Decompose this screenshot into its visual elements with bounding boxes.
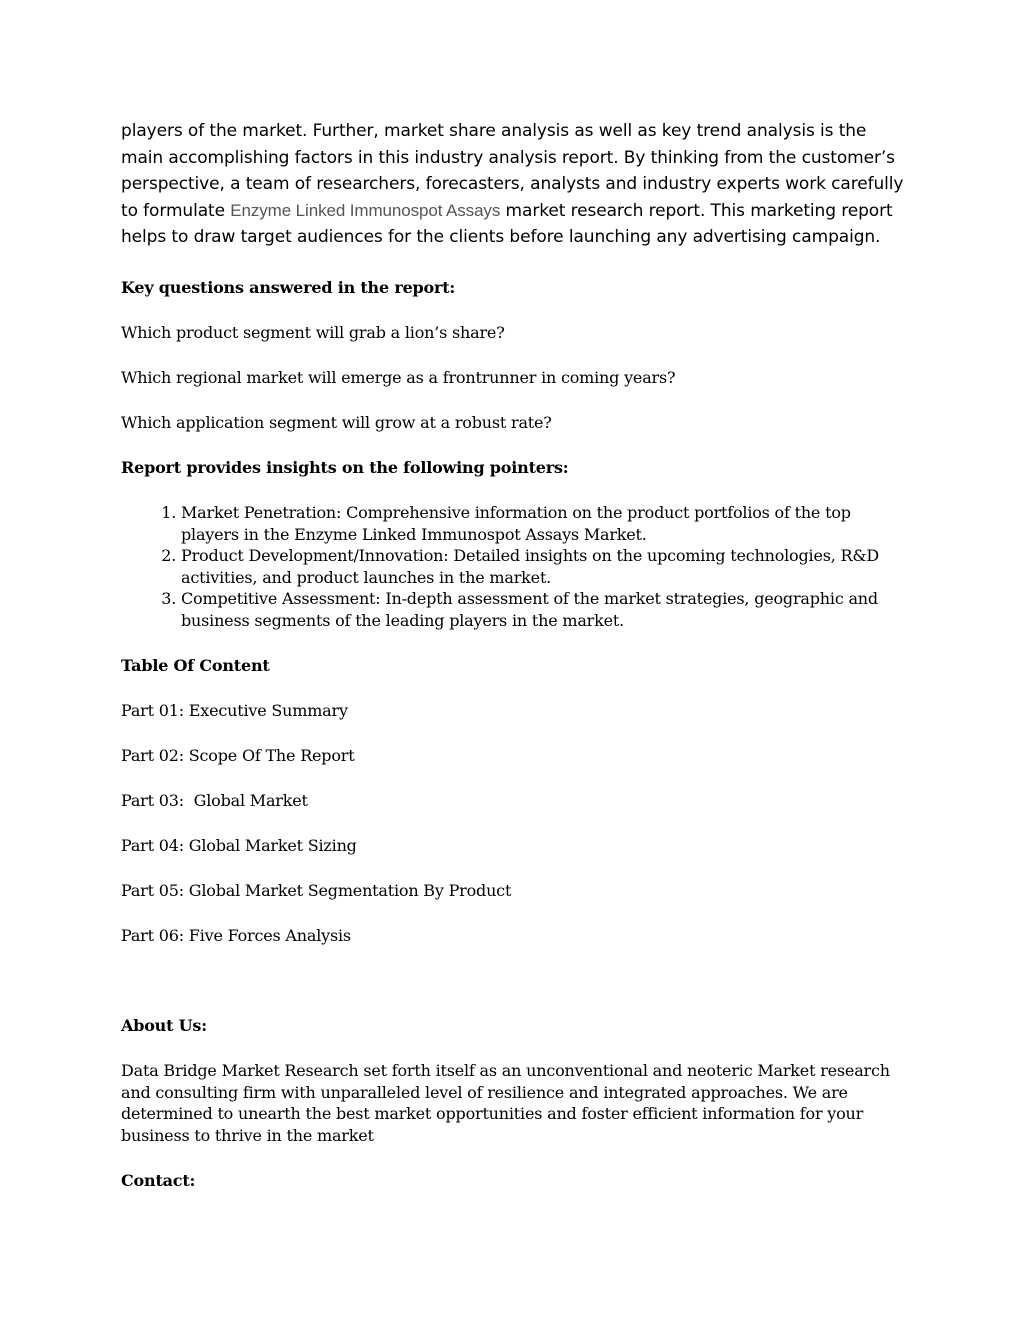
pointer-item: 2. Product Development/Innovation: Detailed insights on the upcoming technologies, R&D activities, and product launches in the market.	[181, 545, 911, 588]
toc-part: Part 05: Global Market Segmentation By Product	[121, 881, 512, 900]
pointers-heading: Report provides insights on the following pointers:	[121, 458, 569, 477]
key-question-item: Which product segment will grab a lion’s share?	[121, 323, 505, 342]
document-page	[121, 118, 911, 1190]
toc-part: Part 03: Global Market	[121, 791, 308, 810]
intro-text-after: market research report. This marketing report helps to draw target audiences for the clients before launching any advertising campaign.	[121, 200, 893, 248]
about-text: Data Bridge Market Research set forth itself as an unconventional and neoteric Market research and consulting firm with unparalleled level of resilience and integrated approaches. We are determined to unearth the best market opportunities and foster efficient information for your business to thrive in the market	[121, 1061, 890, 1145]
toc-part: Part 06: Five Forces Analysis	[121, 926, 351, 945]
contact-heading: Contact:	[121, 1171, 196, 1190]
toc-part: Part 01: Executive Summary	[121, 701, 348, 720]
toc-heading: Table Of Content	[121, 656, 270, 675]
key-question-item: Which application segment will grow at a robust rate?	[121, 413, 552, 432]
toc-part: Part 04: Global Market Sizing	[121, 836, 357, 855]
key-questions-heading: Key questions answered in the report:	[121, 278, 456, 297]
product-name: Enzyme Linked Immunospot Assays	[230, 200, 501, 220]
toc-part: Part 02: Scope Of The Report	[121, 746, 355, 765]
pointers-list	[121, 502, 911, 631]
key-question-item: Which regional market will emerge as a frontrunner in coming years?	[121, 368, 676, 387]
pointer-item: 1. Market Penetration: Comprehensive information on the product portfolios of the top players in the Enzyme Linked Immunospot Assays Market.	[181, 502, 911, 545]
about-heading: About Us:	[121, 1016, 207, 1035]
pointer-item: 3. Competitive Assessment: In-depth assessment of the market strategies, geographic and business segments of the leading players in the market.	[181, 588, 911, 631]
intro-paragraph	[121, 118, 911, 251]
intro-text-before: players of the market. Further, market share analysis as well as key trend analysis is the main accomplishing factors in this industry analysis report. By thinking from the customer’s perspective, a team of researchers, forecasters, analysts and industry experts work carefully to formulate	[121, 121, 904, 221]
